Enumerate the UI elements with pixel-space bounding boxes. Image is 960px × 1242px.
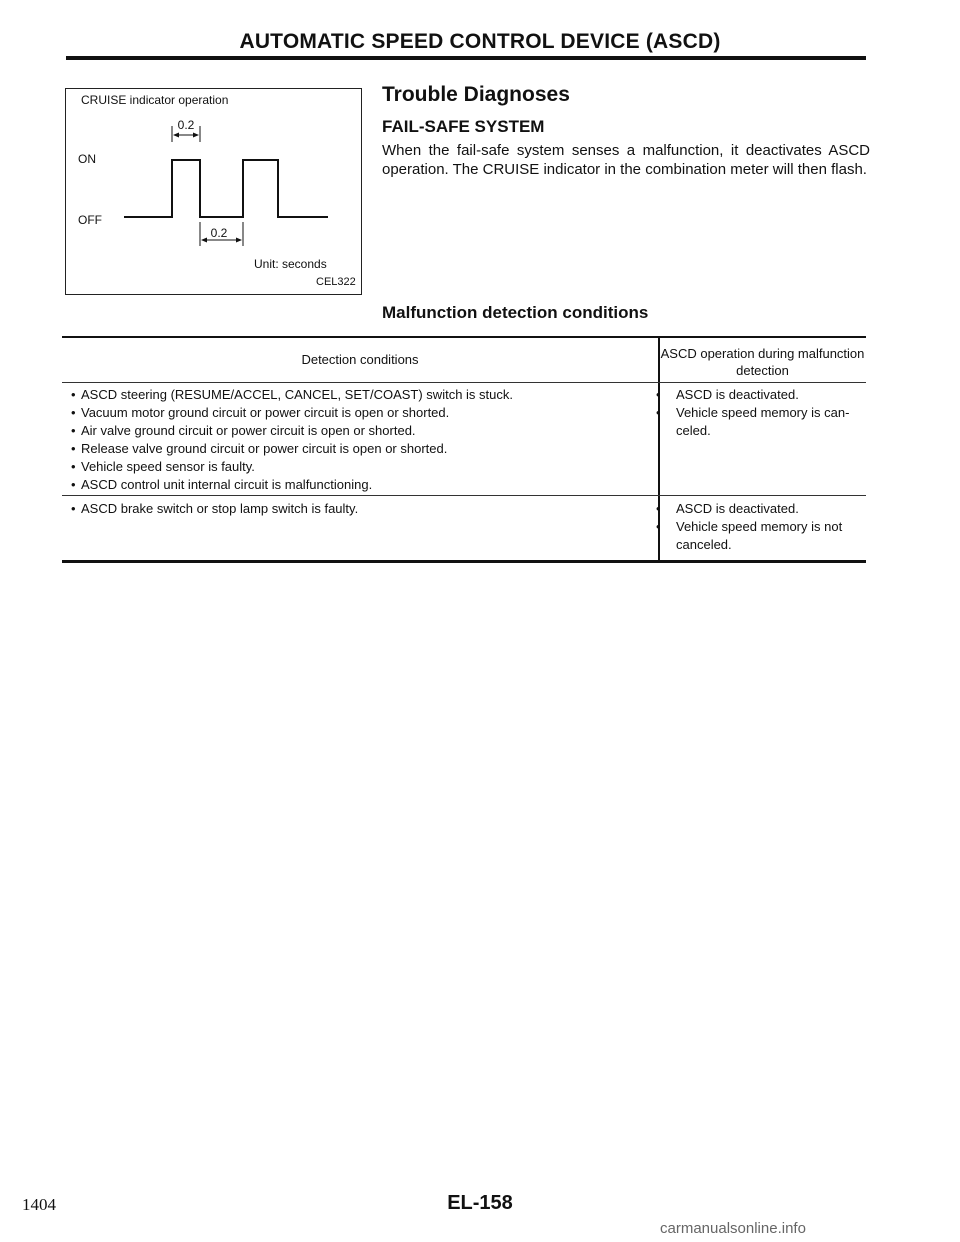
list-item: • Vehicle speed sensor is faulty. [71,458,513,476]
list-item: • ASCD control unit internal circuit is malfunctioning. [71,476,513,494]
dim-bottom-label: 0.2 [210,226,228,240]
dim-top-arrow-left [173,133,179,138]
table-title: Malfunction detection conditions [382,303,649,322]
list-item: • ASCD is deactivated. [666,500,856,518]
list-item: • ASCD steering (RESUME/ACCEL, CANCEL, SET/COAST) switch is stuck. [71,386,513,404]
table-row-divider [62,495,866,496]
table-header-divider [62,382,866,383]
list-item: • Vehicle speed memory is not canceled. [666,518,856,554]
table-header-detection: Detection conditions [301,352,419,367]
list-item: • ASCD is deactivated. [666,386,856,404]
dim-bottom-arrow-left [201,238,207,243]
list-item: • Vehicle speed memory is can- celed. [666,404,856,440]
header-rule [66,56,866,60]
page-number-left: 1404 [22,1195,56,1214]
page-number: EL-158 [447,1192,513,1214]
row1-conditions [71,386,513,494]
figure-unit: Unit: seconds [254,257,327,271]
on-label: ON [78,152,96,166]
waveform-line [124,160,328,217]
list-item: • Release valve ground circuit or power circuit is open or shorted. [71,440,513,458]
dim-bottom-arrow-right [236,238,242,243]
off-label: OFF [78,213,102,227]
section-body: When the fail-safe system senses a malfunction, it deactivates ASCD operation. The CRUISE indicator in the combination meter will then flash. [382,142,870,178]
watermark: carmanualsonline.info [660,1220,806,1237]
table-top-rule [62,336,866,338]
cruise-indicator-waveform [66,110,362,260]
table-bottom-rule [62,560,866,563]
figure-caption: CRUISE indicator operation [81,93,229,107]
list-item: • Air valve ground circuit or power circuit is open or shorted. [71,422,513,440]
figure-code: CEL322 [316,276,356,288]
section-subtitle: FAIL-SAFE SYSTEM [382,117,545,136]
table-header-operation: ASCD operation during malfunction detection [660,346,865,378]
list-item: • ASCD brake switch or stop lamp switch is faulty. [71,500,358,518]
row2-conditions [71,500,358,518]
row2-operation [666,500,856,554]
page-title: AUTOMATIC SPEED CONTROL DEVICE (ASCD) [239,30,721,53]
dim-top-arrow-right [193,133,199,138]
dim-top-label: 0.2 [177,118,195,132]
list-item: • Vacuum motor ground circuit or power circuit is open or shorted. [71,404,513,422]
section-title: Trouble Diagnoses [382,83,570,106]
row1-operation [666,386,856,440]
